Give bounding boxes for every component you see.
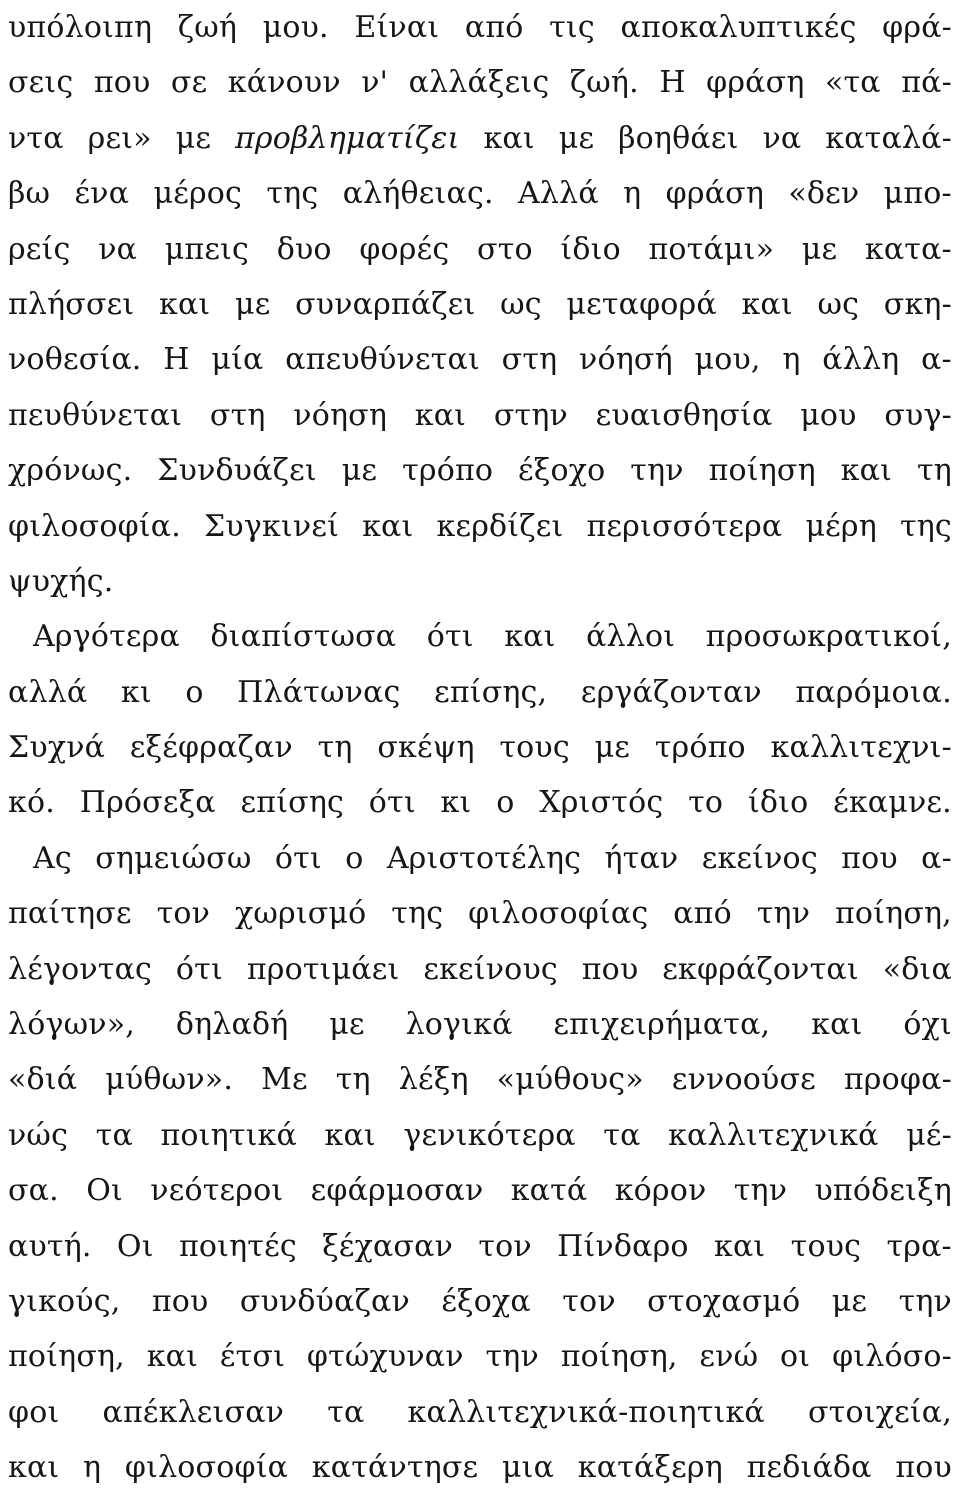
word: και: [146, 1339, 199, 1375]
word: με: [801, 231, 838, 267]
word: μια: [501, 1450, 555, 1486]
word: ότι: [175, 951, 223, 987]
word: Οι: [86, 1173, 123, 1209]
word: πλήσσει: [8, 286, 135, 322]
word: με: [175, 120, 212, 156]
word: απέκλεισαν: [102, 1394, 285, 1430]
word: α-: [921, 342, 952, 378]
word: στην: [493, 397, 568, 433]
word: σημειώσω: [95, 840, 252, 876]
word: χρόνως.: [8, 453, 133, 489]
word: και: [504, 619, 556, 655]
word: μου.: [262, 10, 329, 45]
word: πεδιάδα: [746, 1450, 872, 1486]
word: ρείς: [8, 231, 71, 267]
text-line: [8, 1163, 952, 1218]
word: μου,: [694, 342, 761, 378]
word: Πρόσεξα: [79, 785, 216, 821]
word: οι: [780, 1339, 811, 1375]
word: δηλαδή: [175, 1007, 289, 1043]
text-line: [8, 609, 952, 664]
word: προβληματίζει: [234, 120, 460, 156]
word: με: [831, 1283, 868, 1319]
word: μέρος: [153, 176, 243, 212]
word: στο: [477, 231, 533, 267]
word: ξέχασαν: [322, 1228, 454, 1264]
word: μέ-: [906, 1117, 952, 1153]
word: κατάντησε: [311, 1450, 479, 1486]
word: τη: [916, 453, 952, 489]
word: ως: [817, 286, 860, 322]
word: χωρισμό: [234, 896, 367, 932]
text-line: [8, 222, 952, 277]
text-line: [8, 166, 952, 221]
word: τα: [327, 1394, 365, 1430]
text-line: [8, 55, 952, 110]
word: και: [324, 1117, 376, 1153]
word: συναρπάζει: [295, 286, 476, 322]
word: ως: [500, 286, 542, 322]
word: και: [159, 286, 211, 322]
word: ήταν: [604, 840, 679, 876]
word: επιχειρήματα,: [553, 1007, 771, 1043]
word: λογικά: [405, 1007, 513, 1043]
word: ποιητές: [178, 1228, 297, 1264]
text-line: [8, 277, 952, 332]
word: την: [630, 453, 684, 489]
word: Συνδυάζει: [157, 453, 317, 489]
word: έξοχο: [518, 453, 606, 489]
word: τρόπο: [402, 453, 494, 489]
word: την: [733, 1173, 788, 1209]
word: από: [464, 10, 524, 45]
word: της: [899, 508, 952, 544]
word: φιλοσοφία: [124, 1450, 289, 1486]
word: ποίηση,: [8, 1339, 125, 1375]
word: ένα: [74, 176, 130, 212]
word: προτιμάει: [246, 951, 400, 987]
document-page: [8, 0, 952, 1496]
word: ψυχής.: [8, 563, 114, 599]
word: λέγοντας: [8, 951, 153, 987]
word: τη: [335, 1062, 371, 1098]
word: κατα-: [864, 231, 952, 267]
word: τις: [549, 10, 595, 45]
word: καλλιτεχνικά: [668, 1117, 879, 1153]
word: η: [782, 342, 801, 378]
text-line: [8, 1274, 952, 1329]
word: «μύθους»: [496, 1062, 644, 1098]
word: και: [362, 508, 414, 544]
word: παρόμοια.: [795, 674, 952, 710]
word: εξέφραζαν: [129, 730, 293, 766]
word: που: [93, 65, 151, 101]
word: μία: [211, 342, 264, 378]
word: εννοούσε: [671, 1062, 816, 1098]
word: κι: [440, 785, 472, 821]
word: εκείνος: [701, 840, 818, 876]
word: διαπίστωσα: [210, 619, 397, 655]
word: τον: [478, 1228, 532, 1264]
word: μου: [800, 397, 857, 433]
word: που: [581, 951, 639, 987]
word: Πίνδαρο: [557, 1228, 689, 1264]
word: έξοχα: [441, 1283, 531, 1319]
word: ίδιο: [747, 785, 809, 821]
word: κατάξερη: [577, 1450, 723, 1486]
word: σε: [170, 65, 208, 101]
word: συνδύαζαν: [239, 1283, 410, 1319]
word: αυτή.: [8, 1228, 92, 1264]
word: ότι: [426, 619, 474, 655]
word: την: [485, 1339, 539, 1375]
word: στοχασμό: [647, 1283, 801, 1319]
word: κι: [120, 674, 152, 710]
word: που: [151, 1283, 209, 1319]
word: φράση: [706, 65, 805, 101]
word: ζωή.: [569, 65, 639, 101]
word: και: [811, 1007, 863, 1043]
word: επίσης: [240, 785, 345, 821]
word: στη: [209, 397, 266, 433]
word: τον: [156, 896, 211, 932]
word: ν': [361, 65, 389, 101]
word: τον: [562, 1283, 616, 1319]
word: μπεις: [164, 231, 250, 267]
word: να: [762, 120, 802, 156]
word: Χριστός: [539, 785, 664, 821]
word: την: [898, 1283, 952, 1319]
word: και: [840, 453, 893, 489]
word: νεότεροι: [150, 1173, 284, 1209]
word: ποίηση: [708, 453, 816, 489]
word: με: [594, 730, 631, 766]
word: που: [895, 1450, 952, 1486]
text-line: [8, 0, 952, 55]
word: μέρη: [805, 508, 877, 544]
word: τη: [317, 730, 353, 766]
word: το: [688, 785, 724, 821]
word: κατά: [510, 1173, 588, 1209]
text-line: [8, 1329, 952, 1384]
word: κό.: [8, 785, 55, 821]
word: λόγων»,: [8, 1007, 135, 1043]
word: κάνουν: [227, 65, 341, 101]
text-line: [8, 1219, 952, 1274]
word: Η: [659, 65, 686, 101]
word: ο: [496, 785, 515, 821]
word: παίτησε: [8, 896, 132, 932]
word: μύθων».: [105, 1062, 234, 1098]
word: συγ-: [884, 397, 952, 433]
word: ότι: [368, 785, 416, 821]
word: «δεν: [788, 176, 860, 212]
word: γενικότερα: [403, 1117, 576, 1153]
word: η: [83, 1450, 102, 1486]
word: «δια: [882, 951, 952, 987]
word: νόησή: [579, 342, 673, 378]
word: έκαμνε.: [833, 785, 952, 821]
word: που: [841, 840, 898, 876]
word: από: [673, 896, 732, 932]
text-line: [8, 1108, 952, 1163]
text-line: [8, 1052, 952, 1107]
word: καταλά-: [825, 120, 952, 156]
word: και: [8, 1450, 60, 1486]
word: της: [391, 896, 444, 932]
word: «τα: [824, 65, 881, 101]
word: Αριστοτέλης: [386, 840, 582, 876]
word: και: [414, 397, 467, 433]
word: και: [741, 286, 793, 322]
word: φιλοσοφία.: [8, 508, 181, 544]
word: όχι: [903, 1007, 952, 1043]
word: εργάζονταν: [580, 674, 762, 710]
word: ρει»: [87, 120, 152, 156]
word: λέξη: [398, 1062, 469, 1098]
word: με: [558, 120, 595, 156]
text-line: [8, 1440, 952, 1495]
word: υπόδειξη: [814, 1173, 952, 1209]
word: ποιητικά: [160, 1117, 297, 1153]
word: ποίηση,: [835, 896, 952, 932]
word: φρά-: [882, 10, 952, 45]
word: νοθεσία.: [8, 342, 142, 378]
word: Συγκινεί: [204, 508, 340, 544]
word: τα: [603, 1117, 641, 1153]
word: μεταφορά: [566, 286, 717, 322]
word: ποίηση,: [560, 1339, 678, 1375]
word: ντα: [8, 120, 64, 156]
word: φράση: [665, 176, 765, 212]
word: βοηθάει: [618, 120, 739, 156]
text-line: [8, 997, 952, 1052]
word: τρα-: [886, 1228, 952, 1264]
word: αλλά: [8, 674, 88, 710]
word: περισσότερα: [586, 508, 783, 544]
word: ίδιο: [560, 231, 621, 267]
word: Είναι: [354, 10, 440, 45]
word: ποτάμι»: [648, 231, 775, 267]
word: να: [98, 231, 138, 267]
word: ο: [345, 840, 364, 876]
word: πά-: [901, 65, 952, 101]
text-line: [8, 1385, 952, 1440]
text-line: [8, 499, 952, 554]
word: με: [341, 453, 378, 489]
word: έτσι: [219, 1339, 286, 1375]
word: στοιχεία,: [808, 1394, 952, 1430]
word: προσωκρατικοί,: [705, 619, 952, 655]
word: με: [235, 286, 271, 322]
word: της: [266, 176, 319, 212]
word: δυο: [276, 231, 332, 267]
word: καλλιτεχνι-: [770, 730, 952, 766]
word: σκέψη: [377, 730, 475, 766]
word: «διά: [8, 1062, 78, 1098]
word: Με: [261, 1062, 308, 1098]
text-line: [8, 111, 952, 166]
word: εκείνους: [423, 951, 558, 987]
word: μπο-: [883, 176, 952, 212]
word: ζωή: [177, 10, 238, 45]
word: υπόλοιπη: [8, 10, 153, 45]
word: και: [714, 1228, 766, 1264]
word: και: [483, 120, 535, 156]
word: απευθύνεται: [285, 342, 480, 378]
word: κόρον: [614, 1173, 707, 1209]
word: επίσης,: [434, 674, 548, 710]
word: καλλιτεχνικά-ποιητικά: [407, 1394, 765, 1430]
word: στη: [501, 342, 558, 378]
word: τρόπο: [654, 730, 746, 766]
word: ενώ: [699, 1339, 759, 1375]
word: α-: [921, 840, 952, 876]
word: τα: [95, 1117, 133, 1153]
word: σκη-: [883, 286, 952, 322]
word: Πλάτωνας: [237, 674, 401, 710]
text-line: [8, 332, 952, 387]
word: φοι: [8, 1394, 60, 1430]
text-line: [8, 775, 952, 830]
text-line: [8, 831, 952, 886]
word: φιλόσο-: [832, 1339, 952, 1375]
word: την: [756, 896, 811, 932]
word: Οι: [116, 1228, 154, 1264]
word: άλλη: [822, 342, 900, 378]
word: Αλλά: [518, 176, 599, 212]
word: φορές: [359, 231, 450, 267]
word: Αργότερα: [33, 619, 180, 655]
text-line: [8, 554, 952, 609]
text-line: [8, 443, 952, 498]
word: νόηση: [293, 397, 388, 433]
word: τους: [499, 730, 570, 766]
text-line: [8, 720, 952, 775]
word: πευθύνεται: [8, 397, 183, 433]
word: ο: [185, 674, 204, 710]
text-line: [8, 665, 952, 720]
word: Συχνά: [8, 730, 106, 766]
word: ευαισθησία: [595, 397, 773, 433]
word: αλλάξεις: [408, 65, 550, 101]
word: σα.: [8, 1173, 59, 1209]
word: η: [623, 176, 642, 212]
word: τους: [790, 1228, 862, 1264]
word: άλλοι: [586, 619, 676, 655]
word: Η: [163, 342, 190, 378]
word: βω: [8, 176, 51, 212]
text-line: [8, 388, 952, 443]
word: εφάρμοσαν: [310, 1173, 484, 1209]
word: νώς: [8, 1117, 69, 1153]
word: με: [329, 1007, 365, 1043]
word: εκφράζονται: [662, 951, 859, 987]
word: φτώχυναν: [306, 1339, 464, 1375]
word: αποκαλυπτικές: [620, 10, 857, 45]
word: φιλοσοφίας: [468, 896, 649, 932]
word: σεις: [8, 65, 74, 101]
word: γικούς,: [8, 1283, 121, 1319]
word: προφα-: [843, 1062, 952, 1098]
word: αλήθειας.: [342, 176, 494, 212]
word: ότι: [274, 840, 322, 876]
word: Ας: [33, 840, 72, 876]
word: κερδίζει: [436, 508, 564, 544]
text-line: [8, 942, 952, 997]
text-line: [8, 886, 952, 941]
